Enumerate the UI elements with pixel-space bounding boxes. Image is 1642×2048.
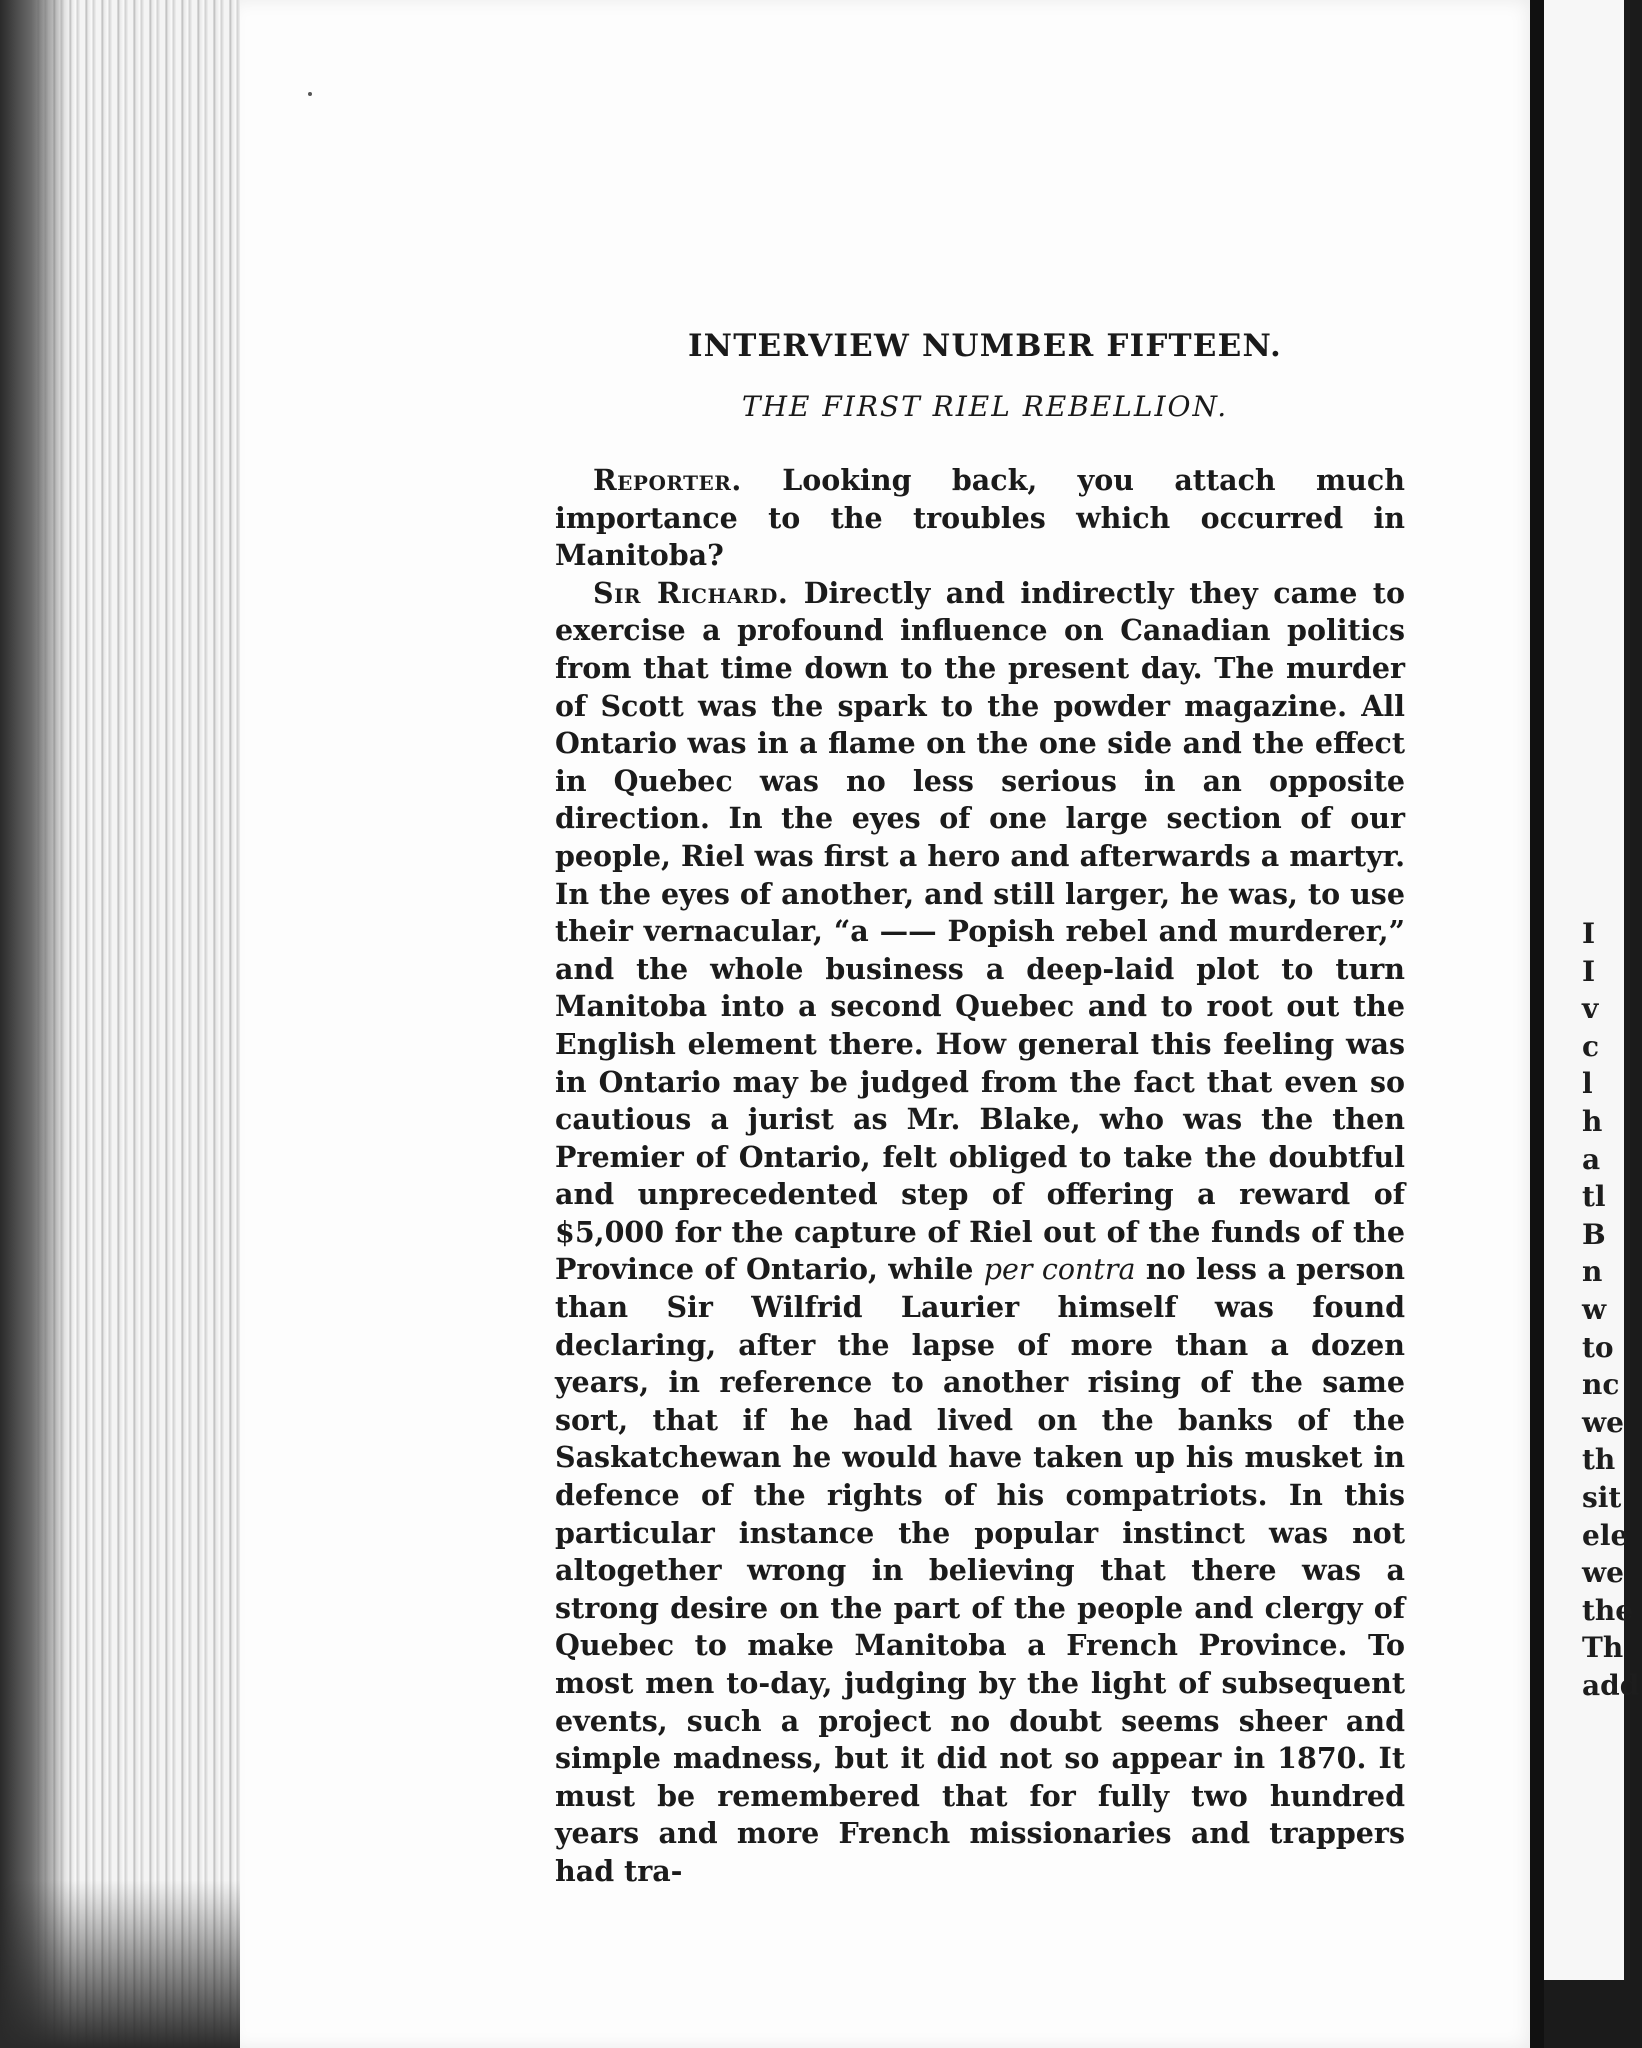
facing-line-fragment: sit <box>1582 1480 1622 1514</box>
facing-line-fragment: ele <box>1582 1518 1629 1552</box>
facing-line-fragment: h <box>1582 1104 1603 1138</box>
facing-line-fragment: add <box>1582 1668 1640 1702</box>
italic-phrase: per contra <box>983 1253 1136 1287</box>
facing-line-fragment: Th <box>1582 1631 1624 1665</box>
body-text <box>555 462 1405 1891</box>
facing-line-fragment: I <box>1582 917 1596 950</box>
chapter-heading: INTERVIEW NUMBER FIFTEEN. <box>687 328 1283 364</box>
paragraph-reporter <box>555 462 1405 575</box>
facing-line-fragment: to <box>1582 1330 1614 1364</box>
speaker-label: Sir Richard. <box>593 575 789 610</box>
facing-line-fragment: tl <box>1582 1180 1606 1214</box>
facing-page-bottom <box>1544 1980 1624 2048</box>
facing-line-fragment: B <box>1582 1217 1606 1251</box>
facing-line-fragment: l <box>1582 1067 1593 1101</box>
paragraph-text: Looking back, you attach much importance to the troubles which occurred in Manitoba? <box>555 463 1405 573</box>
paragraph-sir-richard <box>555 575 1405 1891</box>
facing-line-fragment: th <box>1582 1443 1616 1477</box>
facing-line-fragment: a <box>1582 1142 1601 1176</box>
facing-line-fragment: v <box>1582 992 1599 1026</box>
binding-shadow <box>0 0 70 2048</box>
paragraph-text-continued: no less a person than Sir Wilfrid Laurier himself was found declaring, after the lapse of more than a dozen years, in reference to another rising of the same sort, that if he had lived on the banks of the Saskatchewan he would have taken up his musket in defence of the rights of his compatriots. In this particular instance the popular instinct was not altogether wrong in believing that there was a strong desire on the part of the people and clergy of Quebec to make Manitoba a French Province. To most men to-day, judging by the light of subsequent events, such a project no doubt seems sheer and simple madness, but it did not so appear in 1870. It must be remembered that for fully two hundred years and more French missionaries and trappers had tra- <box>555 1252 1405 1888</box>
facing-line-fragment: nc <box>1582 1368 1620 1402</box>
page-speck <box>308 92 312 96</box>
speaker-label: Reporter. <box>593 463 742 497</box>
facing-line-fragment: c <box>1582 1029 1600 1063</box>
paragraph-text: Directly and indirectly they came to exercise a profound influence on Canadian politics from that time down to the present day. The murder of Scott was the spark to the powder magazine. All Ontario was in a flame on the one side and the effect in Quebec was no less serious in an opposite direction. In the eyes of one large section of our people, Riel was first a hero and afterwards a martyr. In the eyes of another, and still larger, he was, to use their vernacular, “a —— Popish rebel and murderer,” and the whole business a deep-laid plot to turn Manitoba into a second Quebec and to root out the English element there. How general this feeling was in Ontario may be judged from the fact that even so cautious a jurist as Mr. Blake, who was the then Premier of Ontario, felt obliged to take the doubtful and unprecedented step of offering a reward of $5,000 for the capture of Riel out of the funds of the Province of Ontario, while <box>555 575 1405 1287</box>
facing-line-fragment: we <box>1582 1556 1624 1590</box>
facing-line-fragment: the <box>1582 1593 1634 1627</box>
facing-line-fragment: n <box>1582 1255 1603 1289</box>
chapter-subheading: THE FIRST RIEL REBELLION. <box>741 390 1229 423</box>
facing-line-fragment: we <box>1582 1405 1624 1439</box>
facing-line-fragment: I <box>1582 954 1596 988</box>
book-gutter <box>1530 0 1544 2048</box>
facing-line-fragment: w <box>1582 1292 1607 1326</box>
facing-page-text <box>1582 915 1642 1704</box>
edges-bottom-shadow <box>0 1880 250 2048</box>
